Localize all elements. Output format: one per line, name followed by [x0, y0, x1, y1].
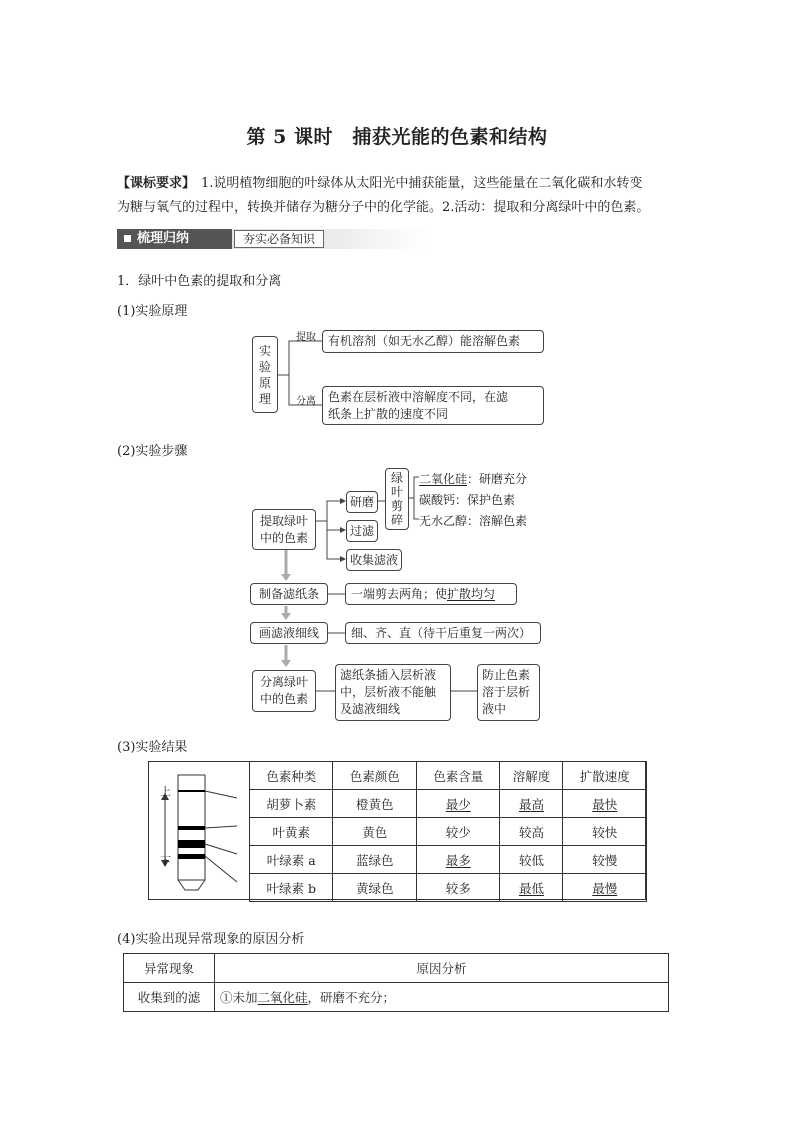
table-header-row	[124, 954, 669, 983]
cell-text-underlined: 二氧化硅	[257, 990, 308, 1005]
table-header: 色素颜色	[333, 762, 416, 790]
reagent-item	[419, 469, 527, 490]
table-cell: 较少	[416, 818, 499, 846]
cell-text: 最低	[518, 880, 544, 896]
band-chlorophyll-a	[178, 840, 205, 848]
section-heading: 1．绿叶中色素的提取和分离	[117, 274, 282, 289]
table-cell: 较快	[563, 818, 647, 846]
band-chlorophyll-b	[178, 854, 205, 859]
abnormal-heading: (4)实验出现异常现象的原因分析	[117, 932, 305, 947]
cell-text: 最少	[445, 796, 471, 812]
reagent-desc: ：研磨充分	[467, 472, 528, 486]
reagent-name: 无水乙醇	[419, 514, 468, 528]
paper-note-underlined: 扩散均匀	[447, 587, 496, 601]
reagent-item	[419, 490, 527, 511]
abnormal-table	[123, 953, 669, 1012]
reagent-name: 碳酸钙	[419, 493, 456, 507]
principle-root	[252, 336, 278, 413]
reagent-item	[419, 511, 527, 532]
separate-principle-box	[322, 386, 544, 425]
table-cell	[563, 790, 647, 818]
abnormal-table-wrap	[123, 953, 669, 1012]
table-cell	[215, 983, 669, 1012]
separate-aim-line-1: 防止色素	[482, 668, 531, 682]
cell-text: 最慢	[592, 880, 618, 896]
line-step-box: 画滤液细线	[250, 622, 328, 644]
separate-aim-box	[477, 664, 540, 721]
table-row	[250, 790, 647, 818]
banner-right-label: 夯实必备知识	[234, 230, 324, 248]
extract-step-label: 提取绿叶中的色素	[259, 514, 308, 545]
table-cell: 黄色	[333, 818, 416, 846]
table-cell	[500, 874, 563, 902]
table-cell: 叶黄素	[250, 818, 333, 846]
separate-step-box	[252, 670, 316, 712]
table-cell	[563, 874, 647, 902]
separate-label: 分离	[296, 396, 316, 407]
paper-step-box: 制备滤纸条	[250, 583, 328, 605]
leaf-label: 绿叶剪碎	[390, 471, 403, 527]
paper-note-text: 一端剪去两角；使	[351, 587, 448, 601]
extract-label: 提取	[296, 332, 316, 343]
separate-note-box	[335, 664, 451, 721]
table-header: 异常现象	[124, 954, 215, 983]
separate-note-line-2: 中，层析液不能触	[340, 685, 437, 699]
separate-aim-line-3: 液中	[482, 702, 507, 716]
table-header: 扩散速度	[563, 762, 647, 790]
extract-principle-box: 有机溶剂（如无水乙醇）能溶解色素	[322, 330, 544, 353]
table-header: 溶解度	[500, 762, 563, 790]
table-cell: 收集到的滤	[124, 983, 215, 1012]
table-cell: 较多	[416, 874, 499, 902]
down-label: 下	[160, 855, 171, 868]
table-cell: 黄绿色	[333, 874, 416, 902]
extract-step-box	[252, 509, 316, 550]
cell-text: 最高	[518, 796, 544, 812]
paper-note-box	[345, 583, 517, 605]
band-carotene	[178, 790, 205, 792]
separate-note-line-1: 滤纸条插入层析液	[340, 668, 437, 682]
results-table	[249, 761, 647, 902]
separate-principle-line-2: 纸条上扩散的速度不同	[328, 407, 449, 421]
table-row	[250, 818, 647, 846]
results-heading: (3)实验结果	[117, 740, 188, 755]
line-note-box: 细、齐、直（待干后重复一两次）	[345, 622, 541, 644]
table-cell: 较慢	[563, 846, 647, 874]
requirement-line-2: 为糖与氧气的过程中，转换并储存为糖分子中的化学能。2.活动：提取和分离绿叶中的色素。	[117, 200, 650, 215]
table-row	[250, 846, 647, 874]
page-title: 第 5 课时 捕获光能的色素和结构	[246, 126, 548, 148]
reagent-name: 二氧化硅	[419, 472, 468, 486]
requirement-tag: 【课标要求】	[117, 176, 196, 191]
results-frame	[148, 761, 646, 900]
separate-principle-line-1: 色素在层析液中溶解度不同，在滤	[328, 390, 509, 404]
leaf-box	[385, 468, 409, 530]
table-row	[124, 983, 669, 1012]
reagent-desc: ：保护色素	[455, 493, 516, 507]
reagent-desc: ：溶解色素	[467, 514, 528, 528]
table-header: 色素含量	[416, 762, 499, 790]
collect-box: 收集滤液	[346, 549, 402, 571]
table-cell: 较低	[500, 846, 563, 874]
table-cell	[500, 790, 563, 818]
separate-step-label: 分离绿叶中的色素	[259, 675, 308, 706]
table-cell	[416, 790, 499, 818]
principle-heading: (1)实验原理	[117, 304, 188, 319]
steps-heading: (2)实验步骤	[117, 444, 188, 459]
up-label: 上	[160, 785, 171, 798]
cell-text: ①未加	[220, 990, 258, 1005]
table-cell: 叶绿素 a	[250, 846, 333, 874]
table-header: 色素种类	[250, 762, 333, 790]
table-cell: 蓝绿色	[333, 846, 416, 874]
table-header-row	[250, 762, 647, 790]
filter-box: 过滤	[346, 520, 378, 542]
table-header: 原因分析	[215, 954, 669, 983]
table-cell: 胡萝卜素	[250, 790, 333, 818]
banner-left-label: 梳理归纳	[137, 231, 190, 246]
table-cell: 叶绿素 b	[250, 874, 333, 902]
table-cell: 较高	[500, 818, 563, 846]
cell-text: 最多	[445, 852, 471, 868]
principle-root-label: 实验原理	[258, 344, 271, 406]
table-row	[250, 874, 647, 902]
separate-aim-line-2: 溶于层析	[482, 685, 531, 699]
band-xanthophyll	[178, 826, 205, 830]
requirement-line-1: 1.说明植物细胞的叶绿体从太阳光中捕获能量，这些能量在二氧化碳和水转变	[201, 176, 643, 191]
cell-text: ，研磨不充分；	[307, 990, 396, 1005]
reagent-list	[419, 469, 527, 532]
table-cell: 橙黄色	[333, 790, 416, 818]
table-cell	[416, 846, 499, 874]
cell-text: 最快	[592, 796, 618, 812]
grind-box: 研磨	[346, 491, 378, 513]
separate-note-line-3: 及滤液细线	[340, 702, 401, 716]
